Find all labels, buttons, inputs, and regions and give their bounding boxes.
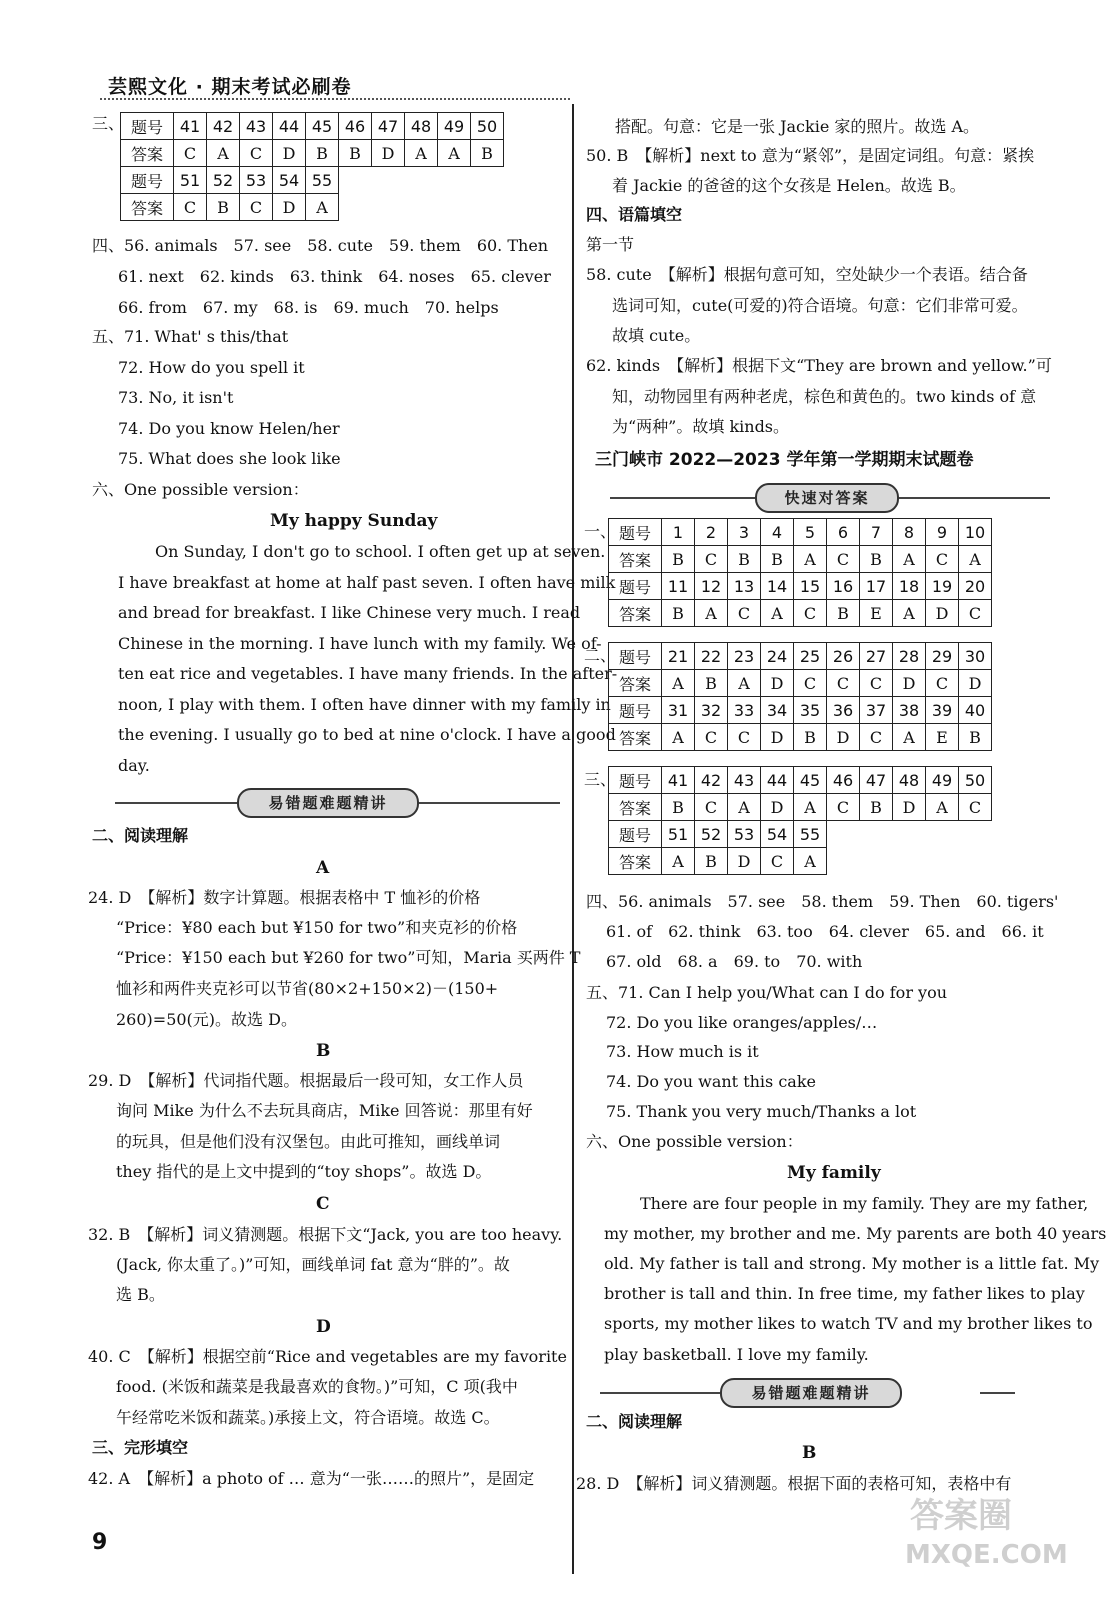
page-number: 9: [92, 1530, 108, 1555]
answer-table-row: [609, 821, 992, 848]
question-number-cell: 50: [959, 767, 992, 794]
left-essay-line-3: and bread for breakfast. I like Chinese very much. I read: [118, 603, 581, 622]
answer-header: 答案: [609, 546, 662, 573]
question-number-cell: 26: [827, 643, 860, 670]
answer-cell: C: [959, 794, 992, 821]
left-tips-banner: [115, 788, 560, 818]
answer-cell: A: [794, 848, 827, 875]
answer-cell: C: [728, 600, 761, 627]
left-a40-line-3: 午经常吃米饭和蔬菜。)承接上文，符合语境。故选 C。: [116, 1408, 500, 1427]
left-a40-line-2: food. (米饭和蔬菜是我最喜欢的食物。)”可知，C 项(我中: [116, 1377, 518, 1396]
answer-cell: C: [860, 724, 893, 751]
question-number-cell: 49: [926, 767, 959, 794]
question-number-cell: 2: [695, 519, 728, 546]
left-essay-line-1: On Sunday, I don't go to school. I often get up at seven.: [155, 542, 606, 561]
left-essay-line-6: noon, I play with them. I often have dinner with my family in: [118, 695, 611, 714]
question-number-cell: 28: [893, 643, 926, 670]
question-number-cell: 13: [728, 573, 761, 600]
left-reading-title: 二、阅读理解: [92, 826, 189, 845]
question-number-header: 题号: [609, 821, 662, 848]
answer-cell: A: [893, 724, 926, 751]
answer-cell: A: [662, 670, 695, 697]
answer-table-row: [609, 724, 992, 751]
right-a50-line-1: 50. B 【解析】next to 意为“紧邻”，是固定词组。句意：紧挨: [586, 146, 1035, 165]
right-sec4-line-2: 61. of 62. think 63. too 64. clever 65. and 66. it: [606, 922, 1044, 941]
left-passage-a: A: [316, 858, 330, 878]
header-divider: [100, 98, 570, 100]
column-divider: [572, 104, 574, 1574]
question-number-cell: 29: [926, 643, 959, 670]
question-number-cell: 42: [207, 113, 240, 140]
answer-cell: C: [695, 794, 728, 821]
question-number-cell: 5: [794, 519, 827, 546]
answer-cell: D: [761, 670, 794, 697]
answer-cell: C: [240, 194, 273, 221]
question-number-cell: 1: [662, 519, 695, 546]
question-number-cell: 27: [860, 643, 893, 670]
question-number-cell: 44: [761, 767, 794, 794]
answer-table-row: [121, 167, 504, 194]
right-part1-label: 第一节: [586, 235, 635, 254]
right-answer-table-3: [608, 766, 992, 875]
answer-cell: C: [926, 670, 959, 697]
question-number-cell: 46: [339, 113, 372, 140]
answer-table-row: [609, 794, 992, 821]
question-number-cell: 35: [794, 697, 827, 724]
page-header-title: 芸熙文化 · 期末考试必刷卷: [108, 76, 352, 98]
question-number-cell: 21: [662, 643, 695, 670]
question-number-header: 题号: [609, 767, 662, 794]
question-number-cell: 33: [728, 697, 761, 724]
answer-table-row: [609, 573, 992, 600]
left-passage-b: B: [316, 1041, 331, 1061]
question-number-cell: 11: [662, 573, 695, 600]
answer-cell: B: [761, 546, 794, 573]
left-a42-line: 42. A 【解析】a photo of … 意为“一张……的照片”，是固定: [88, 1469, 535, 1488]
answer-cell: A: [405, 140, 438, 167]
right-a62-line-3: 为“两种”。故填 kinds。: [612, 417, 790, 436]
answer-header: 答案: [609, 724, 662, 751]
answer-table-row: [609, 546, 992, 573]
answer-cell: C: [174, 194, 207, 221]
right-tips-banner: [600, 1378, 1015, 1408]
answer-cell: C: [794, 600, 827, 627]
right-essay-line-2: my mother, my brother and me. My parents are both 40 years: [604, 1224, 1107, 1243]
answer-cell: C: [959, 600, 992, 627]
answer-cell: E: [926, 724, 959, 751]
question-number-cell: 20: [959, 573, 992, 600]
answer-cell: C: [695, 546, 728, 573]
right-sec1-label: 一、: [584, 522, 617, 541]
question-number-cell: 47: [372, 113, 405, 140]
answer-cell: C: [240, 140, 273, 167]
left-sec3-label: 三、: [92, 114, 125, 133]
answer-cell: B: [794, 724, 827, 751]
left-a24-line-4: 恤衫和两件夹克衫可以节省(80×2+150×2)－(150+: [116, 979, 499, 998]
left-a24-line-3: “Price：¥150 each but ¥260 for two”可知，Maria 买两件 T: [116, 948, 581, 967]
answer-cell: B: [207, 194, 240, 221]
answer-cell: B: [695, 848, 728, 875]
right-a58-line-3: 故填 cute。: [612, 326, 701, 345]
answer-cell: C: [860, 670, 893, 697]
left-a24-line-2: “Price：¥80 each but ¥150 for two”和夹克衫的价格: [116, 918, 518, 937]
right-sec4-line-1: 四、56. animals 57. see 58. them 59. Then 60. tigers': [586, 892, 1059, 911]
question-number-cell: 46: [827, 767, 860, 794]
question-number-cell: 12: [695, 573, 728, 600]
question-number-cell: 51: [662, 821, 695, 848]
question-number-cell: 45: [306, 113, 339, 140]
answer-cell: B: [662, 546, 695, 573]
right-a50-line-2: 着 Jackie 的爸爸的这个女孩是 Helen。故选 B。: [612, 176, 966, 195]
answer-cell: D: [273, 140, 306, 167]
answer-header: 答案: [609, 794, 662, 821]
right-essay-line-5: sports, my mother likes to watch TV and my brother likes to: [604, 1314, 1093, 1333]
question-number-cell: 51: [174, 167, 207, 194]
left-a32-line-2: (Jack, 你太重了。)”可知，画线单词 fat 意为“胖的”。故: [116, 1255, 510, 1274]
answer-cell: D: [893, 670, 926, 697]
question-number-cell: 43: [728, 767, 761, 794]
question-number-cell: 42: [695, 767, 728, 794]
answer-cell: A: [662, 848, 695, 875]
right-exam-title: 三门峡市 2022—2023 学年第一学期期末试题卷: [595, 450, 974, 470]
question-number-cell: 37: [860, 697, 893, 724]
left-answer-table-3: [120, 112, 504, 221]
question-number-cell: 3: [728, 519, 761, 546]
answer-table-row: [609, 670, 992, 697]
right-a58-line-1: 58. cute 【解析】根据句意可知，空处缺少一个表语。结合备: [586, 265, 1028, 284]
question-number-cell: 22: [695, 643, 728, 670]
left-essay-line-7: the evening. I usually go to bed at nine o'clock. I have a good: [118, 725, 616, 744]
watermark-site: MXQE.COM: [905, 1540, 1068, 1570]
left-a32-line-1: 32. B 【解析】词义猜测题。根据下文“Jack, you are too heavy.: [88, 1225, 563, 1244]
right-continuation: 搭配。句意：它是一张 Jackie 家的照片。故选 A。: [615, 117, 980, 136]
right-essay-line-4: brother is tall and thin. In free time, my father likes to play: [604, 1284, 1085, 1303]
question-number-cell: 8: [893, 519, 926, 546]
left-sec4-line-1: 四、56. animals 57. see 58. cute 59. them 60. Then: [92, 236, 549, 255]
right-answer-table-1: [608, 518, 992, 627]
left-sec5-line-1: 五、71. What' s this/that: [92, 327, 289, 346]
right-reading-title: 二、阅读理解: [586, 1412, 683, 1431]
question-number-cell: 34: [761, 697, 794, 724]
question-number-cell: 23: [728, 643, 761, 670]
question-number-cell: 31: [662, 697, 695, 724]
question-number-cell: 55: [306, 167, 339, 194]
right-sec5-line-5: 75. Thank you very much/Thanks a lot: [606, 1102, 917, 1121]
answer-cell: C: [827, 794, 860, 821]
question-number-cell: 40: [959, 697, 992, 724]
answer-cell: D: [893, 794, 926, 821]
answer-cell: A: [893, 600, 926, 627]
answer-cell: C: [827, 546, 860, 573]
left-a40-line-1: 40. C 【解析】根据空前“Rice and vegetables are my favorite: [88, 1347, 567, 1366]
answer-cell: C: [695, 724, 728, 751]
left-sec5-line-3: 73. No, it isn't: [118, 388, 234, 407]
answer-table-row: [121, 194, 504, 221]
question-number-cell: 55: [794, 821, 827, 848]
question-number-cell: 16: [827, 573, 860, 600]
answer-cell: A: [207, 140, 240, 167]
answer-cell: B: [662, 600, 695, 627]
answer-cell: A: [728, 670, 761, 697]
answer-cell: D: [827, 724, 860, 751]
right-quick-answer-label: 快速对答案: [755, 483, 899, 513]
right-passage-fill-title: 四、语篇填空: [586, 205, 683, 224]
answer-table-row: [609, 697, 992, 724]
answer-header: 答案: [609, 670, 662, 697]
answer-cell: A: [926, 794, 959, 821]
left-sec5-line-5: 75. What does she look like: [118, 449, 341, 468]
question-number-header: 题号: [121, 167, 174, 194]
answer-header: 答案: [609, 848, 662, 875]
answer-table-row: [609, 643, 992, 670]
left-sec4-line-3: 66. from 67. my 68. is 69. much 70. helps: [118, 298, 499, 317]
question-number-cell: 36: [827, 697, 860, 724]
question-number-cell: 52: [695, 821, 728, 848]
answer-cell: C: [174, 140, 207, 167]
question-number-header: 题号: [609, 573, 662, 600]
question-number-cell: 30: [959, 643, 992, 670]
answer-table-row: [609, 519, 992, 546]
question-number-cell: 41: [662, 767, 695, 794]
question-number-cell: 48: [893, 767, 926, 794]
answer-cell: A: [438, 140, 471, 167]
question-number-cell: 32: [695, 697, 728, 724]
answer-cell: A: [662, 724, 695, 751]
right-sec6-label: 六、One possible version：: [586, 1132, 803, 1151]
answer-header: 答案: [121, 140, 174, 167]
question-number-cell: 18: [893, 573, 926, 600]
answer-cell: A: [728, 794, 761, 821]
answer-cell: C: [794, 670, 827, 697]
answer-cell: B: [728, 546, 761, 573]
left-essay-line-5: ten eat rice and vegetables. I have many friends. In the after-: [118, 664, 618, 683]
right-sec4-line-3: 67. old 68. a 69. to 70. with: [606, 952, 863, 971]
left-essay-line-4: Chinese in the morning. I have lunch with my family. We of-: [118, 634, 602, 653]
answer-cell: A: [306, 194, 339, 221]
answer-header: 答案: [121, 194, 174, 221]
answer-cell: D: [959, 670, 992, 697]
answer-cell: B: [860, 794, 893, 821]
answer-cell: E: [860, 600, 893, 627]
left-essay-title: My happy Sunday: [270, 511, 438, 531]
right-tips-banner-label: 易错题难题精讲: [720, 1378, 902, 1408]
question-number-cell: 9: [926, 519, 959, 546]
answer-cell: A: [893, 546, 926, 573]
answer-cell: B: [471, 140, 504, 167]
left-tips-banner-label: 易错题难题精讲: [237, 788, 419, 818]
right-a62-line-2: 知，动物园里有两种老虎，棕色和黄色的。two kinds of 意: [612, 387, 1037, 406]
answer-table-row: [121, 140, 504, 167]
right-essay-line-3: old. My father is tall and strong. My mother is a little fat. My: [604, 1254, 1100, 1273]
answer-cell: D: [728, 848, 761, 875]
right-essay-line-6: play basketball. I love my family.: [604, 1345, 869, 1364]
right-sec5-line-4: 74. Do you want this cake: [606, 1072, 817, 1091]
question-number-cell: 53: [728, 821, 761, 848]
answer-table-row: [609, 600, 992, 627]
answer-cell: A: [959, 546, 992, 573]
question-number-header: 题号: [609, 697, 662, 724]
question-number-cell: 54: [273, 167, 306, 194]
question-number-header: 题号: [121, 113, 174, 140]
right-a28-line: 28. D 【解析】词义猜测题。根据下面的表格可知，表格中有: [576, 1474, 1012, 1493]
question-number-cell: 14: [761, 573, 794, 600]
answer-cell: B: [662, 794, 695, 821]
watermark-logo: 答案圈: [910, 1496, 1012, 1536]
question-number-cell: 25: [794, 643, 827, 670]
answer-cell: A: [794, 794, 827, 821]
question-number-cell: 6: [827, 519, 860, 546]
right-essay-title: My family: [787, 1163, 881, 1183]
left-a29-line-2: 询问 Mike 为什么不去玩具商店，Mike 回答说：那里有好: [116, 1101, 533, 1120]
answer-cell: D: [372, 140, 405, 167]
question-number-header: 题号: [609, 643, 662, 670]
question-number-cell: 19: [926, 573, 959, 600]
question-number-cell: 15: [794, 573, 827, 600]
question-number-cell: 47: [860, 767, 893, 794]
left-sec5-line-2: 72. How do you spell it: [118, 358, 305, 377]
answer-cell: D: [926, 600, 959, 627]
right-answer-table-2: [608, 642, 992, 751]
right-passage-b: B: [802, 1443, 817, 1463]
left-sec5-line-4: 74. Do you know Helen/her: [118, 419, 340, 438]
left-cloze-title: 三、完形填空: [92, 1438, 189, 1457]
question-number-cell: 49: [438, 113, 471, 140]
answer-table-row: [609, 848, 992, 875]
right-a58-line-2: 选词可知，cute(可爱的)符合语境。句意：它们非常可爱。: [612, 296, 1028, 315]
left-passage-c: C: [316, 1194, 330, 1214]
right-sec5-line-1: 五、71. Can I help you/What can I do for you: [586, 983, 948, 1002]
right-a62-line-1: 62. kinds 【解析】根据下文“They are brown and yellow.”可: [586, 356, 1052, 375]
answer-header: 答案: [609, 600, 662, 627]
question-number-cell: 38: [893, 697, 926, 724]
answer-cell: C: [728, 724, 761, 751]
answer-cell: B: [339, 140, 372, 167]
right-essay-line-1: There are four people in my family. They are my father,: [640, 1194, 1089, 1213]
answer-cell: A: [761, 600, 794, 627]
left-a29-line-4: they 指代的是上文中提到的“toy shops”。故选 D。: [116, 1162, 492, 1181]
answer-cell: D: [761, 724, 794, 751]
question-number-cell: 53: [240, 167, 273, 194]
left-essay-line-8: day.: [118, 756, 150, 775]
left-essay-line-2: I have breakfast at home at half past seven. I often have milk: [118, 573, 616, 592]
answer-table-row: [121, 113, 504, 140]
answer-cell: C: [761, 848, 794, 875]
question-number-cell: 7: [860, 519, 893, 546]
right-sec5-line-3: 73. How much is it: [606, 1042, 759, 1061]
question-number-cell: 43: [240, 113, 273, 140]
answer-cell: D: [761, 794, 794, 821]
answer-cell: A: [794, 546, 827, 573]
question-number-cell: 39: [926, 697, 959, 724]
answer-cell: B: [827, 600, 860, 627]
answer-cell: D: [273, 194, 306, 221]
question-number-cell: 17: [860, 573, 893, 600]
left-a32-line-3: 选 B。: [116, 1285, 165, 1304]
left-a24-line-1: 24. D 【解析】数字计算题。根据表格中 T 恤衫的价格: [88, 888, 481, 907]
answer-cell: C: [926, 546, 959, 573]
answer-cell: A: [695, 600, 728, 627]
right-quick-answer-banner: [610, 483, 1050, 513]
question-number-header: 题号: [609, 519, 662, 546]
answer-cell: B: [306, 140, 339, 167]
left-passage-d: D: [316, 1317, 331, 1337]
answer-cell: B: [695, 670, 728, 697]
question-number-cell: 24: [761, 643, 794, 670]
left-sec6-label: 六、One possible version：: [92, 480, 309, 499]
question-number-cell: 50: [471, 113, 504, 140]
right-sec5-line-2: 72. Do you like oranges/apples/…: [606, 1013, 878, 1032]
answer-cell: B: [959, 724, 992, 751]
right-sec3-label: 三、: [584, 770, 617, 789]
answer-cell: C: [827, 670, 860, 697]
question-number-cell: 10: [959, 519, 992, 546]
question-number-cell: 52: [207, 167, 240, 194]
answer-cell: B: [860, 546, 893, 573]
question-number-cell: 54: [761, 821, 794, 848]
question-number-cell: 45: [794, 767, 827, 794]
left-a29-line-3: 的玩具，但是他们没有汉堡包。由此可推知，画线单词: [116, 1132, 501, 1151]
question-number-cell: 41: [174, 113, 207, 140]
answer-table-row: [609, 767, 992, 794]
left-sec4-line-2: 61. next 62. kinds 63. think 64. noses 65. clever: [118, 267, 551, 286]
question-number-cell: 4: [761, 519, 794, 546]
right-sec2-label: 二、: [584, 646, 617, 665]
question-number-cell: 48: [405, 113, 438, 140]
left-a29-line-1: 29. D 【解析】代词指代题。根据最后一段可知，女工作人员: [88, 1071, 524, 1090]
question-number-cell: 44: [273, 113, 306, 140]
left-a24-line-5: 260)=50(元)。故选 D。: [116, 1010, 297, 1029]
